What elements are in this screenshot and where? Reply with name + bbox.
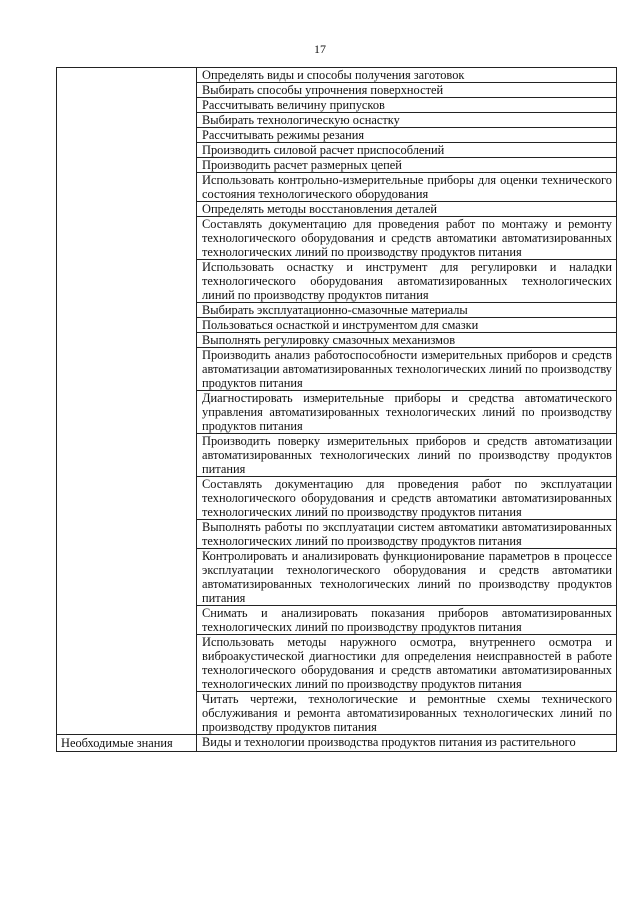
skill-item: Рассчитывать режимы резания [197, 128, 617, 143]
table-row [57, 68, 617, 83]
knowledge-label: Необходимые знания [57, 735, 197, 752]
skill-item: Контролировать и анализировать функционирование параметров в процессе эксплуатации технологического оборудования и средств автоматики автоматизированных технологических линий по производству продуктов питания [197, 549, 617, 606]
skills-section [57, 68, 617, 735]
skill-item: Читать чертежи, технологические и ремонтные схемы технического обслуживания и ремонта автоматизированных технологических линий по производству продуктов питания [197, 692, 617, 735]
skill-item: Определять методы восстановления деталей [197, 202, 617, 217]
skill-item: Снимать и анализировать показания приборов автоматизированных технологических линий по производству продуктов питания [197, 606, 617, 635]
skill-item: Производить поверку измерительных приборов и средств автоматизации автоматизированных технологических линий по производству продуктов питания [197, 434, 617, 477]
skill-item: Диагностировать измерительные приборы и средства автоматического управления автоматизированных технологических линий по производству продуктов питания [197, 391, 617, 434]
skill-item: Составлять документацию для проведения работ по эксплуатации технологического оборудования и средств автоматики автоматизированных технологических линий по производству продуктов питания [197, 477, 617, 520]
skill-item: Выбирать способы упрочнения поверхностей [197, 83, 617, 98]
skill-item: Использовать контрольно-измерительные приборы для оценки технического состояния технологического оборудования [197, 173, 617, 202]
skill-item: Использовать оснастку и инструмент для регулировки и наладки технологического оборудования автоматизированных технологических линий по производству продуктов питания [197, 260, 617, 303]
skill-item: Производить силовой расчет приспособлений [197, 143, 617, 158]
skill-item: Производить расчет размерных цепей [197, 158, 617, 173]
skill-item: Составлять документацию для проведения работ по монтажу и ремонту технологического оборудования и средств автоматики автоматизированных технологических линий по производству продуктов питания [197, 217, 617, 260]
skill-item: Пользоваться оснасткой и инструментом для смазки [197, 318, 617, 333]
skill-item: Определять виды и способы получения заготовок [197, 68, 617, 83]
skills-label-cell [57, 68, 197, 735]
skill-item: Использовать методы наружного осмотра, внутреннего осмотра и виброакустической диагностики для определения неисправностей в работе технологического оборудования и средств автоматики автоматизированных технологических линий по производству продуктов питания [197, 635, 617, 692]
skill-item: Рассчитывать величину припусков [197, 98, 617, 113]
skill-item: Выполнять регулировку смазочных механизмов [197, 333, 617, 348]
skill-item: Выполнять работы по эксплуатации систем автоматики автоматизированных технологических линий по производству продуктов питания [197, 520, 617, 549]
skill-item: Производить анализ работоспособности измерительных приборов и средств автоматизации автоматизированных технологических линий по производству продуктов питания [197, 348, 617, 391]
knowledge-section [57, 735, 617, 752]
knowledge-item: Виды и технологии производства продуктов питания из растительного [197, 735, 617, 752]
skill-item: Выбирать эксплуатационно-смазочные материалы [197, 303, 617, 318]
skill-item: Выбирать технологическую оснастку [197, 113, 617, 128]
table-row [57, 735, 617, 752]
page-number: 17 [314, 42, 326, 56]
requirements-table [56, 67, 617, 752]
